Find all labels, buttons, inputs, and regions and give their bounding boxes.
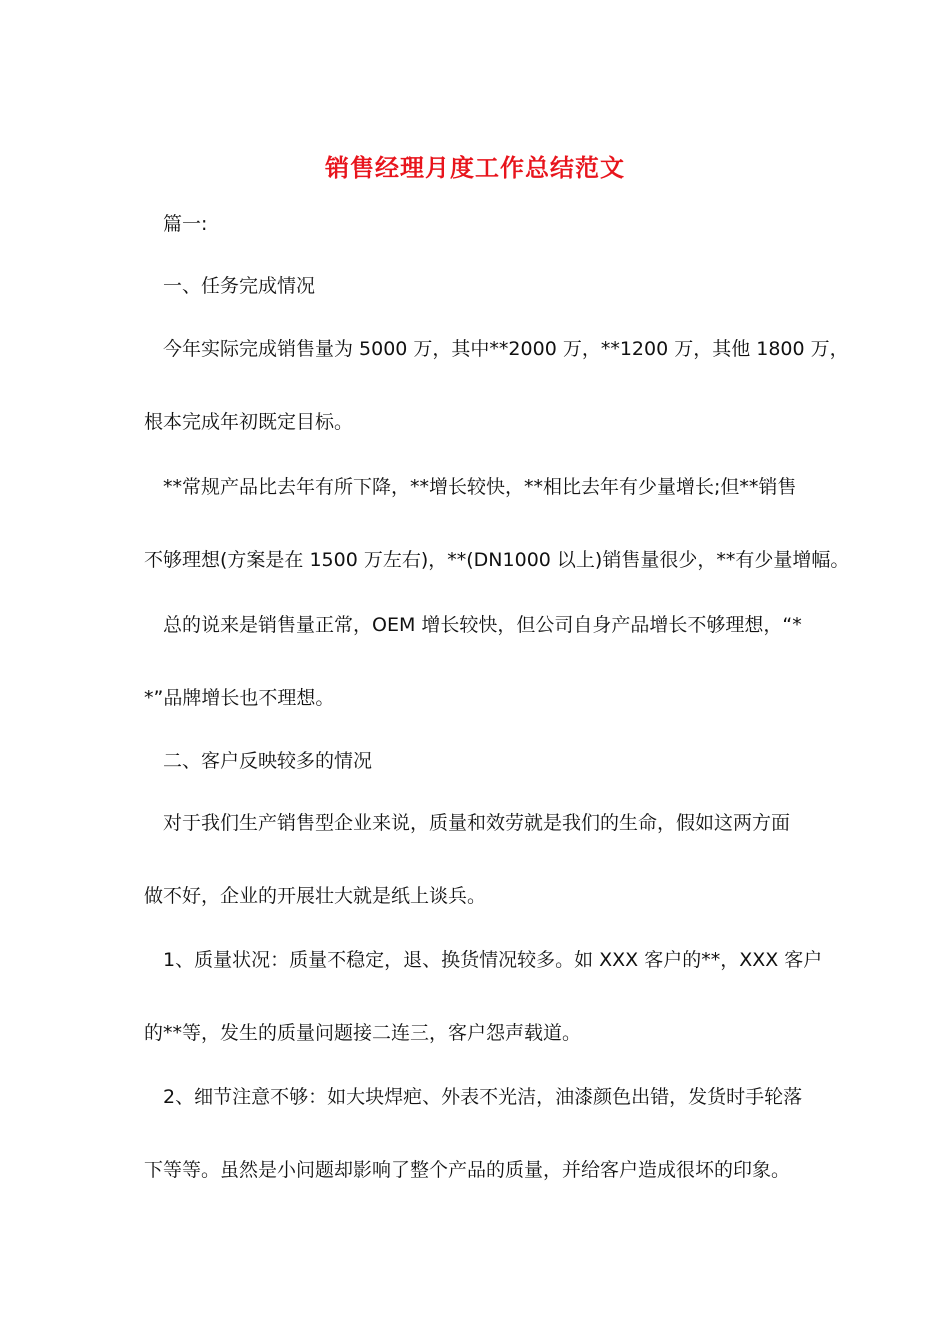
paragraph-line: 下等等。虽然是小问题却影响了整个产品的质量，并给客户造成很坏的印象。 bbox=[144, 1159, 791, 1181]
paragraph-line: **常规产品比去年有所下降，**增长较快，**相比去年有少量增长;但**销售 bbox=[163, 476, 797, 498]
paragraph-line: 做不好，企业的开展壮大就是纸上谈兵。 bbox=[144, 885, 487, 907]
paragraph-line: 总的说来是销售量正常，OEM 增长较快，但公司自身产品增长不够理想，“* bbox=[163, 614, 802, 636]
paragraph-line: 不够理想(方案是在 1500 万左右)，**(DN1000 以上)销售量很少，**有少量增幅。 bbox=[144, 549, 850, 571]
paragraph-line: 1、质量状况：质量不稳定，退、换货情况较多。如 XXX 客户的**，XXX 客户 bbox=[163, 949, 823, 971]
paragraph-line: 对于我们生产销售型企业来说，质量和效劳就是我们的生命，假如这两方面 bbox=[163, 812, 791, 834]
paragraph-line: 的**等，发生的质量问题接二连三，客户怨声载道。 bbox=[144, 1022, 582, 1044]
heading-task-completion: 一、任务完成情况 bbox=[163, 275, 316, 297]
paragraph-line: *”品牌增长也不理想。 bbox=[144, 687, 335, 709]
paragraph-line: 根本完成年初既定目标。 bbox=[144, 411, 354, 433]
paragraph-line: 2、细节注意不够：如大块焊疤、外表不光洁，油漆颜色出错，发货时手轮落 bbox=[163, 1086, 803, 1108]
section-label-part-one: 篇一: bbox=[163, 213, 208, 235]
heading-customer-feedback: 二、客户反映较多的情况 bbox=[163, 750, 373, 772]
paragraph-line: 今年实际完成销售量为 5000 万，其中**2000 万，**1200 万，其他 1800 万， bbox=[163, 338, 849, 360]
document-title: 销售经理月度工作总结范文 bbox=[325, 154, 625, 182]
